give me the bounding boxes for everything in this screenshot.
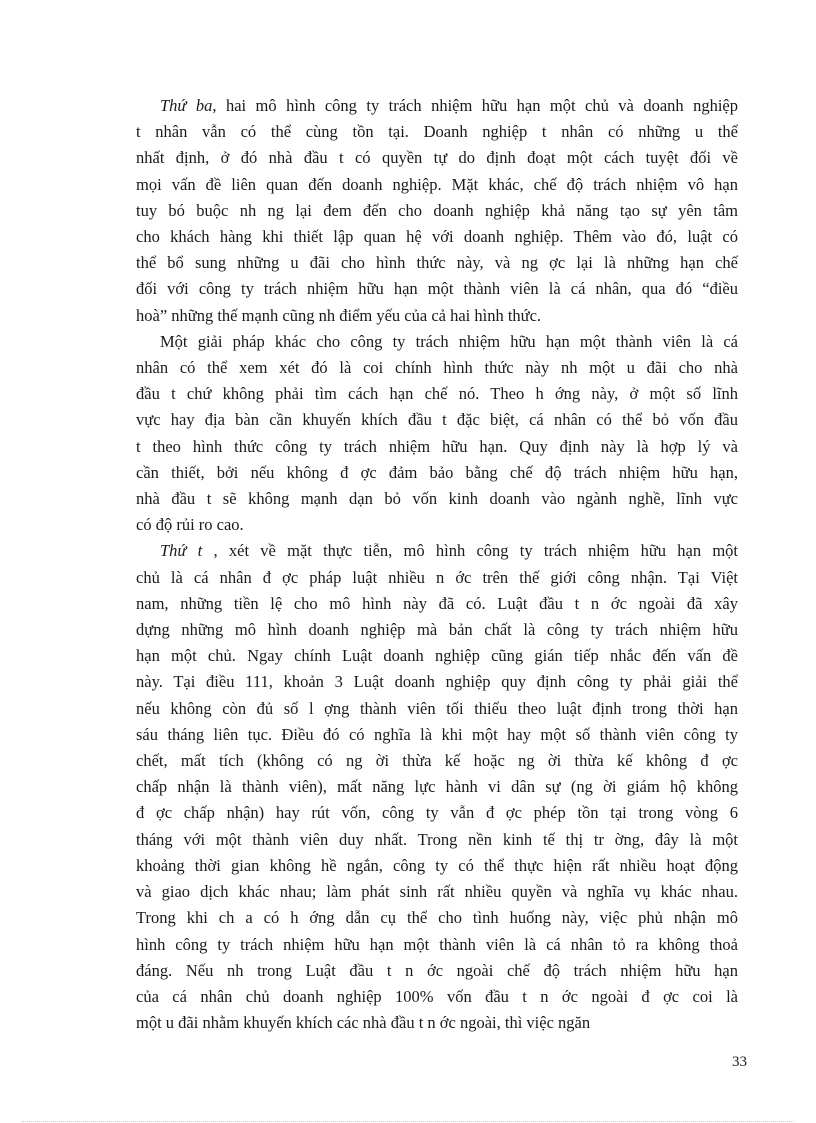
line-text: dựng những mô hình doanh nghiệp mà bản chất là công ty trách nhiệm hữu (136, 620, 738, 640)
line-text: chết, mất tích (không có ng ời thừa kế hoặc ng ời thừa kế không đ ợc (136, 751, 738, 771)
footer-divider (22, 1121, 794, 1122)
line-text: , xét về mặt thực tiễn, mô hình công ty trách nhiệm hữu hạn một (202, 541, 738, 561)
text-line (136, 774, 738, 800)
text-line (136, 355, 738, 381)
line-text: hình công ty trách nhiệm hữu hạn một thành viên là cá nhân tỏ ra không thoả (136, 934, 738, 954)
text-line (136, 172, 738, 198)
text-line (136, 932, 738, 958)
text-line (136, 853, 738, 879)
text-line (136, 984, 738, 1010)
line-text: có độ rủi ro cao. (136, 515, 244, 535)
text-line (136, 381, 738, 407)
text-line (136, 722, 738, 748)
text-line (136, 303, 738, 329)
line-text: một u đãi nhằm khuyến khích các nhà đầu t n ớc ngoài, thì việc ngăn (136, 1013, 591, 1033)
text-line (136, 486, 738, 512)
line-text: t nhân vẫn có thể cùng tồn tại. Doanh nghiệp t nhân có những u thế (136, 122, 738, 142)
text-line (136, 250, 738, 276)
paragraph (136, 538, 738, 1036)
line-text: , hai mô hình công ty trách nhiệm hữu hạn một chủ và doanh nghiệp (212, 96, 738, 115)
line-text: hoà” những thế mạnh cũng nh điểm yếu của cả hai hình thức. (136, 305, 542, 325)
lead-emphasis: Thứ t (160, 541, 203, 561)
text-line (136, 591, 738, 617)
text-line (136, 905, 738, 931)
line-text: đáng. Nếu nh trong Luật đầu t n ớc ngoài chế độ trách nhiệm hữu hạn (136, 960, 738, 980)
line-text: tuy bó buộc nh ng lại đem đến cho doanh nghiệp khả năng tạo sự yên tâm (136, 200, 738, 220)
line-text: t theo hình thức công ty trách nhiệm hữu hạn. Quy định này là hợp lý và (136, 436, 738, 456)
line-text: khoảng thời gian không hề ngắn, công ty có thể thực hiện rất nhiều hoạt động (136, 855, 738, 875)
line-text: tháng với một thành viên duy nhất. Trong nền kinh tế thị tr ờng, đây là một (136, 829, 738, 849)
line-text: nhân có thể xem xét đó là coi chính hình thức này nh một u đãi cho nhà (136, 358, 738, 378)
line-text: này. Tại điều 111, khoản 3 Luật doanh nghiệp quy định công ty phải giải thể (136, 672, 738, 692)
line-text: thể bổ sung những u đãi cho hình thức này, và ng ợc lại là những hạn chế (136, 253, 738, 273)
line-text: mọi vấn đề liên quan đến doanh nghiệp. Mặt khác, chế độ trách nhiệm vô hạn (136, 174, 738, 194)
text-line (136, 276, 738, 302)
text-line (136, 434, 738, 460)
line-text: chấp nhận là thành viên), mất năng lực hành vi dân sự (ng ời giám hộ không (136, 777, 738, 797)
line-text: sáu tháng liên tục. Điều đó có nghĩa là khi một hay một số thành viên công ty (136, 724, 738, 744)
text-line (136, 1010, 738, 1036)
text-line (136, 748, 738, 774)
text-line (136, 329, 738, 355)
text-line (136, 827, 738, 853)
page-number: 33 (732, 1054, 747, 1070)
text-line (136, 565, 738, 591)
line-text: Một giải pháp khác cho công ty trách nhiệm hữu hạn một thành viên là cá (160, 331, 738, 351)
line-text: hạn một chủ. Ngay chính Luật doanh nghiệp cũng gián tiếp nhắc đến vấn đề (136, 646, 738, 666)
lead-emphasis: Thứ ba (160, 96, 213, 115)
line-text: cần thiết, bởi nếu không đ ợc đảm bảo bằng chế độ trách nhiệm hữu hạn, (136, 462, 738, 482)
line-text: của cá nhân chủ doanh nghiệp 100% vốn đầu t n ớc ngoài đ ợc coi là (136, 986, 738, 1006)
text-line (136, 696, 738, 722)
text-line (136, 93, 738, 119)
line-text: nam, những tiền lệ cho mô hình này đã có. Luật đầu t n ớc ngoài đã xây (136, 593, 738, 613)
paragraph (136, 329, 738, 539)
line-text: nếu không còn đủ số l ợng thành viên tối thiểu theo luật định trong thời hạn (136, 698, 738, 718)
text-line (136, 538, 738, 564)
text-line (136, 617, 738, 643)
text-line (136, 643, 738, 669)
text-line (136, 224, 738, 250)
text-line (136, 460, 738, 486)
text-line (136, 512, 738, 538)
line-text: đầu t chứ không phải tìm cách hạn chế nó. Theo h ớng này, ở một số lĩnh (136, 384, 738, 404)
text-line (136, 119, 738, 145)
line-text: đ ợc chấp nhận) hay rút vốn, công ty vẫn đ ợc phép tồn tại trong vòng 6 (136, 803, 738, 823)
text-line (136, 198, 738, 224)
line-text: nhà đầu t sẽ không mạnh dạn bỏ vốn kinh doanh vào ngành nghề, lĩnh vực (136, 489, 738, 509)
line-text: cho khách hàng khi thiết lập quan hệ với doanh nghiệp. Thêm vào đó, luật có (136, 227, 738, 247)
line-text: và giao dịch khác nhau; làm phát sinh rất nhiều quyền và nghĩa vụ khác nhau. (136, 882, 738, 902)
line-text: chủ là cá nhân đ ợc pháp luật nhiều n ớc trên thế giới công nhận. Tại Việt (136, 567, 738, 587)
text-line (136, 407, 738, 433)
page-body (136, 93, 738, 1036)
line-text: nhất định, ở đó nhà đầu t có quyền tự do định đoạt một cách tuyệt đối về (136, 148, 738, 168)
text-line (136, 800, 738, 826)
line-text: Trong khi ch a có h ớng dẫn cụ thể cho tình huống này, việc phủ nhận mô (136, 908, 738, 928)
line-text: đối với công ty trách nhiệm hữu hạn một thành viên là cá nhân, qua đó “điều (136, 279, 738, 299)
line-text: vực hay địa bàn cần khuyến khích đầu t đặc biệt, cá nhân có thể bỏ vốn đầu (136, 410, 738, 430)
text-line (136, 669, 738, 695)
paragraph (136, 93, 738, 329)
text-line (136, 145, 738, 171)
text-line (136, 958, 738, 984)
text-line (136, 879, 738, 905)
